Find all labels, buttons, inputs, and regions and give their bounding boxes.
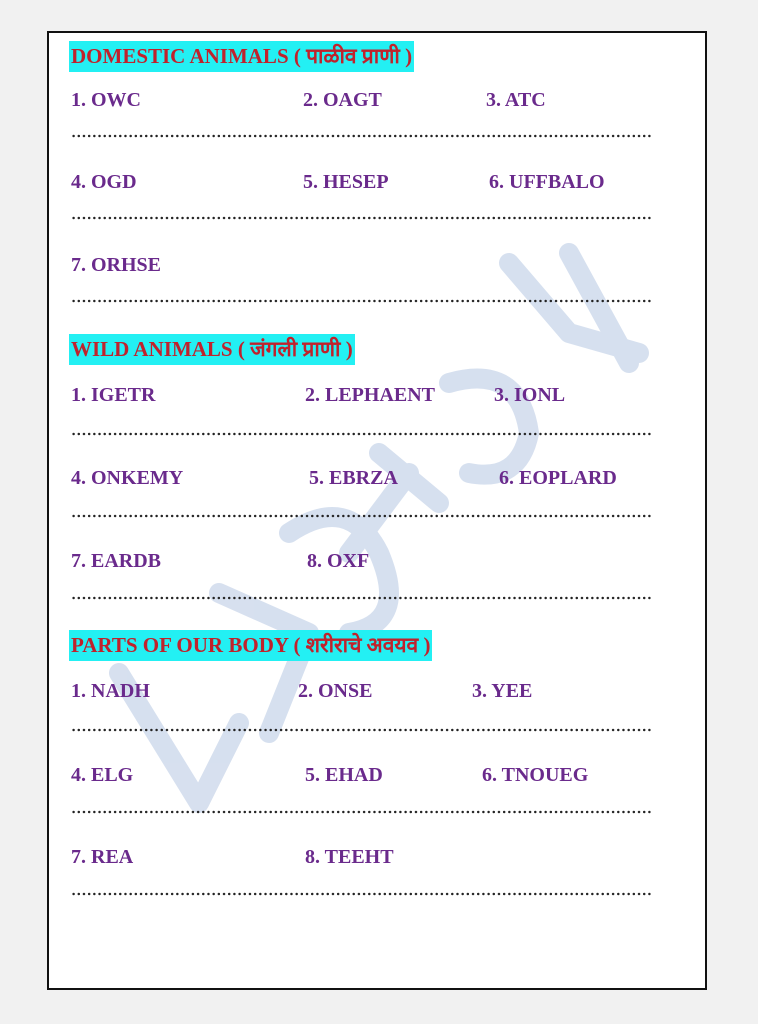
scrambled-word: 6. EOPLARD — [499, 467, 617, 489]
scrambled-word: 8. OXF — [307, 550, 370, 572]
scrambled-word: 4. OGD — [71, 171, 137, 193]
scrambled-word: 7. REA — [71, 846, 134, 868]
scrambled-word: 7. ORHSE — [71, 254, 162, 276]
scrambled-word: 1. IGETR — [71, 384, 156, 406]
scrambled-word: 6. UFFBALO — [489, 171, 605, 193]
scrambled-word: 5. EHAD — [305, 764, 383, 786]
scrambled-word: 8. TEEHT — [305, 846, 394, 868]
scrambled-word: 2. LEPHAENT — [305, 384, 436, 406]
answer-line[interactable] — [71, 809, 651, 815]
answer-line[interactable] — [71, 513, 651, 519]
scrambled-word: 1. OWC — [71, 89, 141, 111]
worksheet-sheet — [47, 31, 707, 990]
answer-line[interactable] — [71, 215, 651, 221]
scrambled-word: 2. OAGT — [303, 89, 382, 111]
scrambled-word: 1. NADH — [71, 680, 150, 702]
scrambled-word: 6. TNOUEG — [482, 764, 589, 786]
scrambled-word: 4. ONKEMY — [71, 467, 184, 489]
answer-line[interactable] — [71, 595, 651, 601]
scrambled-word: 4. ELG — [71, 764, 134, 786]
scrambled-word: 3. ATC — [486, 89, 546, 111]
section-title-wild-animals: WILD ANIMALS ( जंगली प्राणी ) — [69, 334, 355, 365]
answer-line[interactable] — [71, 431, 651, 437]
scrambled-word: 7. EARDB — [71, 550, 162, 572]
section-title-parts-of-body: PARTS OF OUR BODY ( शरीराचे अवयव ) — [69, 630, 432, 661]
scrambled-word: 2. ONSE — [298, 680, 373, 702]
answer-line[interactable] — [71, 891, 651, 897]
answer-line[interactable] — [71, 298, 651, 304]
section-title-domestic-animals: DOMESTIC ANIMALS ( पाळीव प्राणी ) — [69, 41, 414, 72]
answer-line[interactable] — [71, 133, 651, 139]
scrambled-word: 5. HESEP — [303, 171, 389, 193]
answer-line[interactable] — [71, 727, 651, 733]
scrambled-word: 5. EBRZA — [309, 467, 398, 489]
scrambled-word: 3. IONL — [494, 384, 566, 406]
scrambled-word: 3. YEE — [472, 680, 533, 702]
